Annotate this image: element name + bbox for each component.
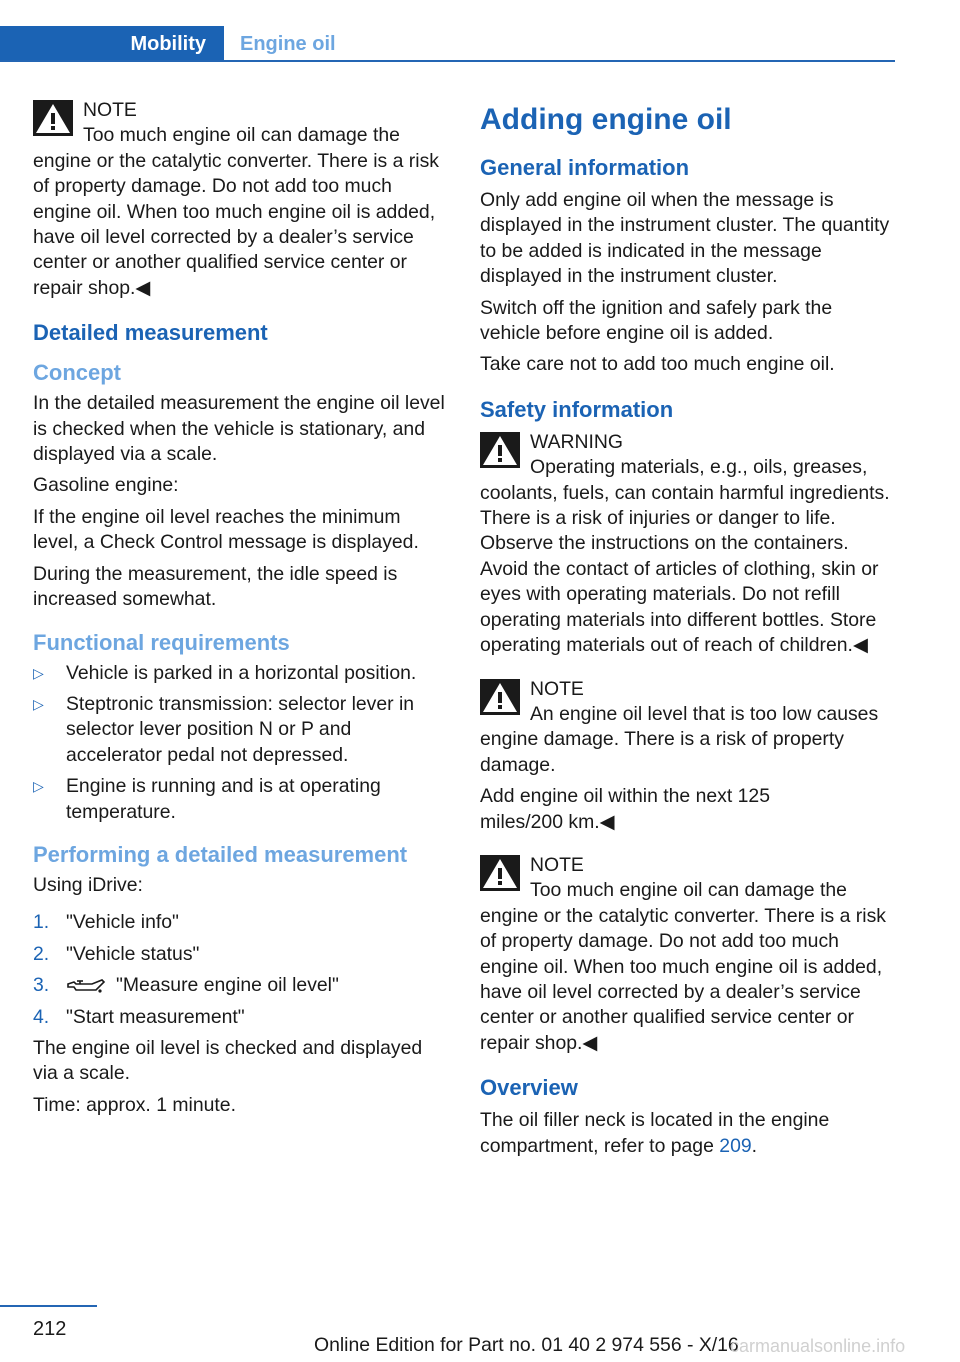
warning-triangle-icon — [480, 855, 520, 891]
gasoline-label: Gasoline engine: — [33, 474, 179, 497]
general-text-1: Only add engine oil when the message is displayed in the instrument cluster. The quantity to be added is indicated in the message displayed in the instrument cluster. — [480, 189, 890, 288]
general-text-2: Switch off the ignition and safely park the vehicle before engine oil is added. — [480, 296, 833, 345]
list-item: ▷ Vehicle is parked in a horizontal position. — [33, 661, 448, 686]
triangle-bullet-icon: ▷ — [33, 778, 44, 795]
warning-triangle-icon — [480, 679, 520, 715]
note-block — [480, 853, 895, 1056]
header-rule — [0, 60, 895, 62]
note-text: An engine oil level that is too low causes engine damage. There is a risk of property damage. — [480, 702, 879, 776]
gasoline-text: If the engine oil level reaches the minimum level, a Check Control message is displayed. — [33, 505, 419, 554]
triangle-bullet-icon: ▷ — [33, 695, 44, 712]
idle-text: During the measurement, the idle speed is increased somewhat. — [33, 562, 398, 611]
general-information-heading: General information — [480, 155, 690, 180]
right-column — [480, 98, 895, 1165]
watermark: carmanualsonline.info — [730, 1336, 906, 1356]
note-text: Too much engine oil can damage the engine or the catalytic converter. There is a risk of property damage. Do not add too much engine oil. When too much engine oil is added, have oil level corrected by a dealer’s service center or another qualified service center or repair shop.◀ — [33, 124, 439, 299]
list-item: ▷ Steptronic transmission: selector lever in selector lever position N or P and accelerator pedal not depressed. — [33, 692, 415, 766]
note-keyword: NOTE — [83, 99, 137, 121]
result-text: The engine oil level is checked and displayed via a scale. — [33, 1036, 423, 1085]
steps-list — [33, 910, 448, 1030]
note-keyword: NOTE — [530, 677, 584, 700]
note-keyword: NOTE — [530, 853, 584, 876]
performing-measurement-heading: Performing a detailed measurement — [33, 841, 408, 867]
overview-text: The oil filler neck is located in the engine compartment, refer to page 209. — [480, 1109, 830, 1157]
edition-footer: Online Edition for Part no. 01 40 2 974 556 - X/16 — [314, 1334, 739, 1356]
warning-text: Operating materials, e.g., oils, greases, coolants, fuels, can contain harmful ingredients. There is a risk of injuries or danger to life. Observe the instructions on the containers. Avoid the contact of articles of clothing, skin or eyes with operating materials. Do not refill operating materials into different bottles. Store operating materials out of reach of children.◀ — [480, 456, 890, 657]
note-text: Too much engine oil can damage the engine or the catalytic converter. There is a risk of property damage. Do not add too much engine oil. When too much engine oil is added, have oil level corrected by a dealer’s service center or another qualified service center or repair shop.◀ — [480, 879, 886, 1054]
footer-rule — [0, 1305, 97, 1307]
adding-engine-oil-title: Adding engine oil — [480, 103, 732, 136]
warning-triangle-icon — [480, 432, 520, 468]
page-header — [0, 26, 895, 62]
requirements-list — [33, 661, 448, 825]
section-tab-mobility[interactable]: Mobility — [0, 26, 224, 62]
note-block — [480, 677, 895, 779]
warning-keyword: WARNING — [530, 430, 623, 453]
left-column — [33, 98, 448, 1124]
list-item: ▷ Engine is running and is at operating temperature. — [33, 775, 381, 823]
note-block — [33, 98, 448, 301]
list-item: 4. "Start measurement" — [33, 1005, 245, 1028]
list-item: 1. "Vehicle info" — [33, 911, 179, 934]
concept-text: In the detailed measurement the engine oil level is checked when the vehicle is stationary, and displayed via a scale. — [33, 392, 445, 466]
list-item: 2. "Vehicle status" — [33, 942, 200, 965]
using-idrive-text: Using iDrive: — [33, 873, 143, 896]
list-item: 3. "Measure engine oil level" — [33, 974, 339, 997]
warning-triangle-icon — [33, 100, 73, 136]
safety-information-heading: Safety information — [480, 396, 674, 422]
page-reference-link[interactable]: 209 — [719, 1134, 752, 1157]
warning-block — [480, 430, 895, 659]
engine-oil-can-icon — [66, 978, 106, 994]
time-text: Time: approx. 1 minute. — [33, 1093, 236, 1116]
functional-requirements-heading: Functional requirements — [33, 629, 290, 655]
detailed-measurement-heading: Detailed measurement — [33, 320, 268, 346]
note-extra-text: Add engine oil within the next 125 miles/200 km.◀ — [480, 785, 770, 833]
page-number: 212 — [33, 1318, 67, 1340]
concept-heading: Concept — [33, 360, 121, 386]
general-text-3: Take care not to add too much engine oil. — [480, 353, 835, 376]
overview-heading: Overview — [480, 1075, 578, 1101]
section-tab-engine-oil[interactable]: Engine oil — [240, 33, 336, 55]
triangle-bullet-icon: ▷ — [33, 664, 44, 681]
